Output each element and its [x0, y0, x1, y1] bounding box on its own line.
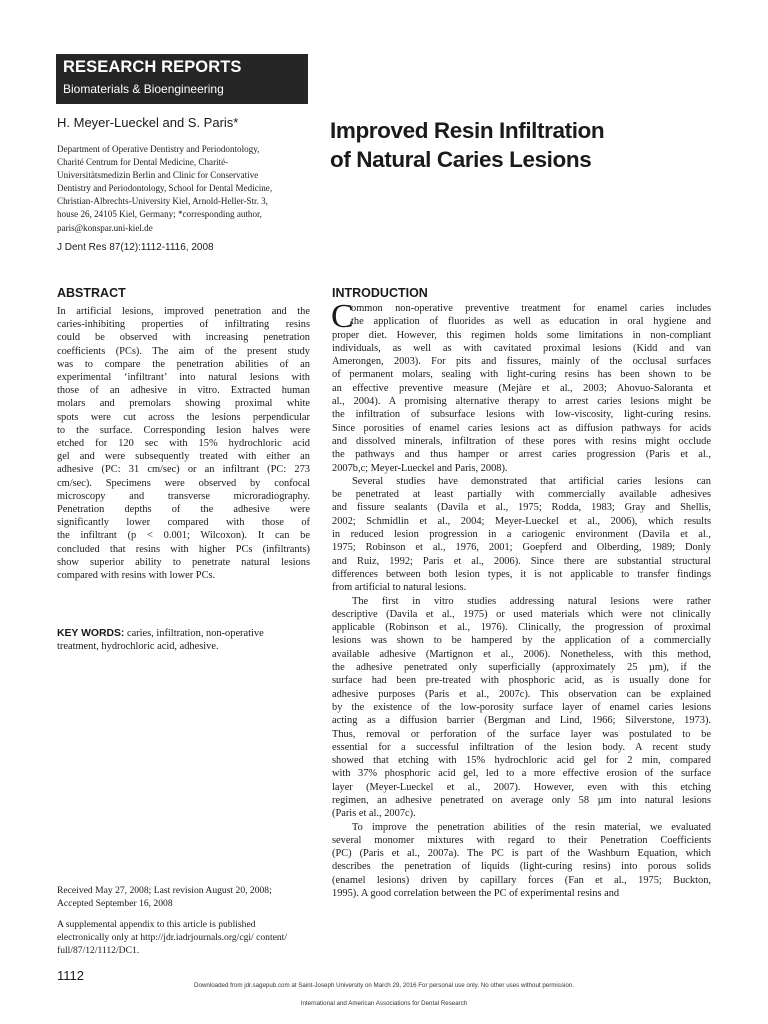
introduction-line: Thus, removal or perforation of the surface layer was postulated to be: [332, 728, 711, 740]
keywords-label: KEY WORDS:: [57, 628, 125, 639]
affiliation: [57, 143, 310, 235]
introduction-line: surface had been pre-treated with phosphoric acid, as is usually done for: [332, 675, 711, 687]
abstract-line: spots were cut across the lesions perpendicular: [57, 411, 310, 423]
abstract-line: was to compare the penetration abilities of an: [57, 358, 310, 370]
abstract-line: to the surface. Corresponding lesion halves were: [57, 424, 310, 436]
abstract-line: compared with resins with lower PCs.: [57, 570, 216, 582]
abstract-line: significantly lower compared with those of: [57, 517, 310, 529]
affiliation-line: Dentistry and Periodontology, School for Dental Medicine,: [57, 183, 273, 194]
supplement-link[interactable]: electronically only at http://jdr.iadrjournals.org/cgi/ content/: [57, 932, 288, 943]
affiliation-line: Department of Operative Dentistry and Periodontology,: [57, 144, 260, 154]
journal-citation: J Dent Res 87(12):1112-1116, 2008: [57, 242, 214, 253]
abstract-line: coefficients (PCs). The aim of the present study: [57, 345, 310, 357]
introduction-body: [331, 298, 711, 900]
affiliation-line: Universitätsmedizin Berlin and Clinic for Conservative: [57, 170, 259, 181]
introduction-line: Several studies have demonstrated that artificial caries lesions can: [352, 475, 711, 487]
introduction-line: 2002; Schmidlin et al., 2004; Meyer-Lueckel et al., 2006), which results: [332, 515, 711, 527]
introduction-line: the application of fluorides as well as education in oral hygiene and: [351, 316, 711, 328]
affiliation-email[interactable]: paris@konspar.uni-kiel.de: [57, 222, 153, 233]
abstract-heading: ABSTRACT: [57, 286, 126, 300]
article-title-line: of Natural Caries Lesions: [330, 147, 592, 172]
introduction-line: showed that etching with 15% hydrochloric acid gel for 2 min, compared: [332, 755, 711, 767]
introduction-line: applicable (Robinson et al., 1976). Clinically, the progression of proximal: [332, 622, 711, 634]
introduction-line: from artificial to natural lesions.: [332, 582, 467, 594]
abstract-line: the infiltrant (p < 0.001; Wilcoxon). It can be: [57, 530, 310, 542]
introduction-line: describes the penetration of liquids (light-curing resins) into porous solids: [332, 861, 711, 873]
introduction-line: several monomer mixtures with regard to their Penetration Coefficients: [332, 834, 711, 846]
download-notice: Downloaded from jdr.sagepub.com at Saint-Joseph University on March 29, 2016 For personal use only. No other uses without permission.: [194, 982, 574, 989]
introduction-line: be penetrated at least partially with commercially available adhesives: [332, 489, 711, 501]
supplement-line: A supplemental appendix to this article is published: [57, 919, 256, 930]
introduction-line: essential for a successful infiltration of the lesion body. A recent study: [332, 741, 711, 753]
keywords: [57, 627, 310, 653]
introduction-line: acting as a diffusion barrier (Bergman and Lind, 1966; Silverstone, 1973).: [332, 715, 711, 727]
introduction-line: of permanent molars, sealing with light-curing resins has been shown to be: [332, 369, 711, 381]
abstract-line: microscopy and transverse microradiography.: [57, 490, 310, 502]
introduction-line: the adhesive penetrated only superficially (approximately 25 µm), if the: [332, 662, 711, 674]
keywords-line-2: treatment, hydrochloric acid, adhesive.: [57, 641, 219, 653]
introduction-line: descriptive (Davila et al., 1975) or used materials which were not clinically: [332, 608, 711, 620]
introduction-line: 1995). A good correlation between the PC of experimental resins and: [332, 888, 620, 900]
introduction-line: Amerongen, 2003). For pits and fissures, mainly of the occlusal surfaces: [332, 356, 711, 368]
introduction-line: (PC) (Paris et al., 2007a). The PC is part of the Washburn Equation, which: [332, 848, 711, 860]
article-title-line: Improved Resin Infiltration: [330, 118, 605, 143]
introduction-line: an effective preventive measure (Mejàre et al., 2003; Ahovuo-Saloranta et: [332, 382, 711, 394]
abstract-line: Penetration depths of the adhesive were: [57, 504, 310, 516]
page-number: 1112: [57, 968, 84, 983]
section-subtitle: Biomaterials & Bioengineering: [63, 82, 224, 96]
abstract-body: [57, 305, 310, 582]
introduction-line: 1975; Robinson et al., 1976, 2001; Goepferd and Olberding, 1989; Donly: [332, 542, 711, 554]
keywords-text: caries, infiltration, non-operative: [124, 628, 264, 639]
section-banner: [56, 54, 308, 104]
abstract-line: gel and were subsequently treated with either an: [57, 451, 310, 463]
introduction-line: in reduced lesion progression in a cariogenic environment (Davila et al.,: [332, 529, 711, 541]
affiliation-line: Christian-Albrechts-University Kiel, Arnold-Heller-Str. 3,: [57, 196, 268, 207]
introduction-line: ommon non-operative preventive treatment for enamel caries includes: [351, 303, 711, 314]
introduction-line: To improve the penetration abilities of the resin material, we evaluated: [352, 821, 711, 833]
introduction-line: layer (Meyer-Lueckel et al., 2007). However, even with this etching: [332, 781, 711, 793]
drop-cap: C: [331, 298, 354, 335]
keywords-line: [57, 627, 310, 640]
copyright-notice: International and American Associations for Dental Research: [300, 1000, 468, 1007]
introduction-line: differences between both lesion types, it is not applicable to transfer findings: [332, 568, 711, 580]
introduction-line: 2007b,c; Meyer-Lueckel and Paris, 2008).: [332, 462, 508, 474]
abstract-line: molars and premolars showing proximal white: [57, 398, 310, 410]
introduction-line: individuals, as well as with cavitated proximal lesions (Kidd and van: [332, 342, 711, 354]
abstract-line: In artificial lesions, improved penetration and the: [57, 306, 310, 317]
abstract-line: could be observed with increasing penetration: [57, 332, 310, 344]
introduction-line: and dissolved minerals, infiltration of these pores with resins might occlude: [332, 435, 711, 447]
introduction-line: by the existence of the low-porosity surface layer of enamel caries lesions: [332, 701, 711, 713]
section-title: RESEARCH REPORTS: [63, 58, 242, 76]
introduction-line: adhesive purposes (Paris et al., 2007c). This observation can be explained: [332, 688, 711, 700]
abstract-line: caries-inhibiting properties of infiltrating resins: [57, 319, 310, 331]
affiliation-line: house 26, 24105 Kiel, Germany; *corresponding author,: [57, 209, 262, 220]
introduction-line: available adhesive (Martignon et al., 2006). Nonetheless, with this method,: [332, 648, 711, 660]
authors: H. Meyer-Lueckel and S. Paris*: [57, 115, 239, 130]
introduction-line: with 37% phosphoric acid gel, led to a more effective erosion of the surface: [332, 768, 711, 780]
introduction-line: the infiltration of subsurface lesions with low-viscosity, light-curing resins.: [332, 409, 711, 421]
abstract-line: adhesive (PC: 31 cm/sec) or an infiltrant (PC: 273: [57, 464, 310, 476]
abstract-line: concluded that resins with higher PCs (infiltrants): [57, 543, 310, 555]
affiliation-line: Charité Centrum for Dental Medicine, Charité-: [57, 157, 229, 168]
received-line: Received May 27, 2008; Last revision August 20, 2008;: [57, 885, 272, 896]
introduction-line: al., 2004). A promising alternative therapy to arrest caries lesions might be: [332, 396, 711, 408]
abstract-line: show superior ability to penetrate natural lesions: [57, 556, 310, 568]
abstract-line: cm/sec). Specimens were observed by confocal: [57, 477, 310, 489]
introduction-line: and Ruiz, 1992; Paris et al., 2006). Since there are substantial structural: [332, 555, 711, 567]
supplement-link[interactable]: full/87/12/1112/DC1.: [57, 945, 140, 956]
received-dates: [57, 884, 310, 910]
introduction-heading: INTRODUCTION: [332, 286, 428, 300]
received-line: Accepted September 16, 2008: [57, 898, 173, 909]
abstract-line: etched for 120 sec with 15% hydrochloric acid: [57, 438, 310, 450]
abstract-line: those of an adhesive in vitro. Extracted human: [57, 385, 310, 397]
introduction-line: The first in vitro studies addressing natural lesions were rather: [352, 595, 711, 607]
introduction-line: (Paris et al., 2007c).: [332, 808, 416, 820]
introduction-line: proper diet. However, this regimen holds some limitations in non-compliant: [332, 329, 711, 341]
introduction-line: and fissure sealants (Davila et al., 1975; Rodda, 1983; Gray and Shellis,: [332, 502, 711, 514]
introduction-line: the pathways and thus hamper or arrest caries progression (Paris et al.,: [332, 449, 711, 461]
introduction-line: lesions was shown to be hampered by the application of a commercially: [332, 635, 711, 647]
introduction-line: (enamel lesions) driven by capillary forces (Fan et al., 1975; Buckton,: [332, 874, 711, 886]
supplement-note: [57, 918, 310, 957]
article-title: [330, 116, 604, 174]
introduction-line: Since porosities of enamel caries lesions act as diffusion pathways for acids: [332, 422, 711, 434]
abstract-line: experimental ‘infiltrant’ into natural lesions with: [57, 372, 310, 384]
introduction-line: regimen, an adhesive penetrated on average only 58 µm into natural lesions: [332, 794, 711, 806]
